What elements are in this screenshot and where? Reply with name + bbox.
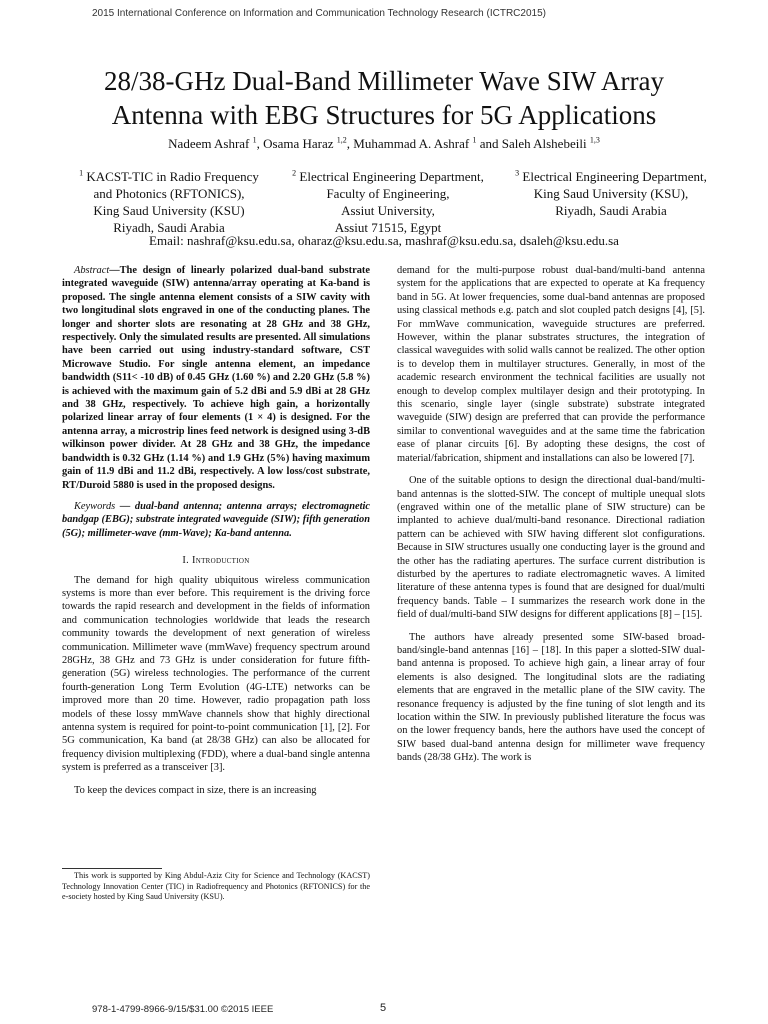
- affiliation-line: Assiut 71515, Egypt: [334, 220, 442, 235]
- affiliation-3: [496, 168, 726, 219]
- affiliation-line: Electrical Engineering Department,: [296, 169, 484, 184]
- affiliation-line: Assiut University,: [341, 203, 435, 218]
- affiliation-line: King Saud University (KSU),: [533, 186, 689, 201]
- affiliation-lines: [296, 169, 484, 235]
- running-header: 2015 International Conference on Information and Communication Technology Research (ICTRC2015): [92, 8, 546, 19]
- affiliation-line: King Saud University (KSU): [93, 203, 245, 218]
- right-column: [397, 264, 705, 765]
- body-paragraph: To keep the devices compact in size, there is an increasing: [74, 784, 317, 796]
- section-heading-introduction: I. Introduction: [182, 555, 250, 567]
- keywords-text: — dual-band antenna; antenna arrays; electromagnetic bandgap (EBG); substrate integrated waveguide (SIW); fifth generation (5G); millimeter-wave (mm-Wave); Ka-band antenna.: [62, 500, 370, 539]
- author-affil-sup: 1,2: [336, 135, 347, 145]
- keywords: [62, 500, 370, 540]
- author-name: Nadeem Ashraf: [168, 136, 253, 151]
- title-line-2: Antenna with EBG Structures for 5G Applications: [111, 100, 657, 130]
- author-affil-sup: 1: [252, 135, 257, 145]
- affiliation-1: [54, 168, 284, 236]
- author-emails: Email: nashraf@ksu.edu.sa, oharaz@ksu.edu.sa, mashraf@ksu.edu.sa, dsaleh@ksu.edu.sa: [149, 233, 619, 248]
- paper-title: [40, 64, 728, 132]
- body-paragraph: The authors have already presented some SIW-based broad-band/single-band antennas [16] – [18]. In this paper a slotted-SIW dual-band antenna is proposed. To achieve high gain, a linear array of four elements is also designed. The longitudinal slots are the radiating elements that are engraved in the metallic plane of the SIW cavity. The resonance frequency is adjusted by the fine tuning of slot length and its location within the SIW. In previously published literature the focus was on the lower frequency bands, here the authors have used the concept of SIW based dual-band antenna design for millimeter wave frequency bands (28/38 GHz). The work is: [397, 631, 705, 764]
- body-paragraph: The demand for high quality ubiquitous wireless communication systems is more than ever before. This requirement is the driving force towards the rapid research and development in the fields of information and communication technologies worldwide that leads the research community towards the development of next generation of wireless communication. Millimeter wave (mmWave) frequency spectrum around 28GHz, 38 GHz and 73 GHz is under consideration for future fifth-generation (5G) wireless technologies. The performance of the current fourth-generation Long Term Evolution (4G-LTE) networks can be improved more than 20 time. However, radio propagation path loss models of these lossy mmWave channels show that highly directional antenna system is required for point-to-point communication [1], [2]. For 5G communication, Ka band (at 28/38 GHz) can also be allocated for frequency division multiplexing (FDD), where a dual-band single antenna system is preferred as a transceiver [3].: [62, 574, 370, 774]
- affiliation-sup: 1: [79, 168, 84, 178]
- author-name: and Saleh Alshebeili: [476, 136, 590, 151]
- footnote-rule: [62, 868, 162, 869]
- author-name: , Osama Haraz: [256, 136, 337, 151]
- affiliation-sup: 2: [292, 168, 297, 178]
- affiliation-line: Faculty of Engineering,: [326, 186, 450, 201]
- author-list: [40, 136, 728, 152]
- author-affil-sup: 1,3: [589, 135, 600, 145]
- affiliation-lines: [519, 169, 707, 218]
- keywords-lead: Keywords: [74, 500, 116, 512]
- body-paragraph: One of the suitable options to design the directional dual-band/multi-band antennas is the slotted-SIW. The concept of multiple unequal slots (engraved within one of the metallic plane of SIW structure) can be implanted to achieve dual/multi-band resonance. Directional radiation pattern can be achieved with SIW having different slot configurations. Because in SIW structures usually one conducting layer is the ground and the other has the radiating apertures. The surface current distribution is disturbed by the apertures to radiate electromagnetic waves. A limited literature of these antenna types is found that are designed for dual/multi frequency bands. Table – I summarizes the research work done in the field of dual/multi-band SIW designs for different applications [8] – [15].: [397, 475, 705, 621]
- left-column: [62, 264, 370, 797]
- affiliation-line: Riyadh, Saudi Arabia: [113, 220, 225, 235]
- affiliation-2: [273, 168, 503, 236]
- copyright-line: 978-1-4799-8966-9/15/$31.00 ©2015 IEEE: [92, 1004, 274, 1015]
- affiliation-line: Riyadh, Saudi Arabia: [555, 203, 667, 218]
- affiliation-line: Electrical Engineering Department,: [519, 169, 707, 184]
- abstract-text: —The design of linearly polarized dual-band substrate integrated waveguide (SIW) antenna/array operating at Ka-band is proposed. The single antenna element consists of a SIW cavity with two longitudinal slots engraved in one of the conducting planes. The longer and shorter slots are resonating at 28 GHz and 38 GHz, respectively. Only the simulated results are presented. All simulations have been carried out using industry-standard software, CST Microwave Studio. For single antenna element, an impedance bandwidth (S11< -10 dB) of 0.45 GHz (1.60 %) and 2.20 GHz (5.8 %) is achieved with the maximum gain of 5.2 dBi and 5.9 dBi at 28 GHz and 38 GHz, respectively. To achieve high gain, a horizontally polarized linear array of four elements (1 × 4) is designed. For the antenna array, a microstrip lines feed network is designed using 3-dB wilkinson power divider. At 28 GHz and 38 GHz, the impedance bandwidth is 0.32 GHz (1.14 %) and 1.9 GHz (5%) having maximum gain of 11.9 dBi and 11.2 dBi, respectively. A low loss/cost substrate, RT/Duroid 5880 is used in the proposed designs.: [62, 265, 370, 491]
- abstract-lead: Abstract: [74, 265, 110, 276]
- author-name: , Muhammad A. Ashraf: [346, 136, 473, 151]
- affiliation-line: and Photonics (RFTONICS),: [93, 186, 245, 201]
- abstract: [62, 264, 370, 492]
- page-number: 5: [380, 1002, 387, 1014]
- funding-footnote: This work is supported by King Abdul-Aziz City for Science and Technology (KACST) Technology Innovation Center (TIC) in Radiofrequency and Photonics (RFTONICS) for the e-society hosted by King Saud University (KSU).: [62, 871, 370, 901]
- affiliation-sup: 3: [515, 168, 520, 178]
- affiliation-line: KACST-TIC in Radio Frequency: [83, 169, 259, 184]
- body-paragraph: demand for the multi-purpose robust dual-band/multi-band antenna system for the applications that are expected to operate at Ka frequency band in 5G. At lower frequencies, some dual-band antennas are proposed using classical methods e.g. patch and slot coupled patch designs [4], [5]. For mmWave communication, waveguide structures are preferred. However, within the planar substrates structures, the integration of classical waveguides with solid walls cannot be realized. The other option is to develop them in multilayer structures. Generally, in most of the academic research environment the technical facilities are usually not enough to develop complex multilayer design and their prototyping. In this scenario, single layer (single substrate) substrate integrated waveguide (SIW) design are preferred that can provide the performance similar to conventional waveguides and at the same time the fabrication ease of planar circuits [6]. By adopting these designs, the cost of material/fabrication, shipment and installations can also be lowered [7].: [397, 265, 705, 464]
- title-line-1: 28/38-GHz Dual-Band Millimeter Wave SIW Array: [104, 66, 664, 96]
- author-affil-sup: 1: [472, 135, 477, 145]
